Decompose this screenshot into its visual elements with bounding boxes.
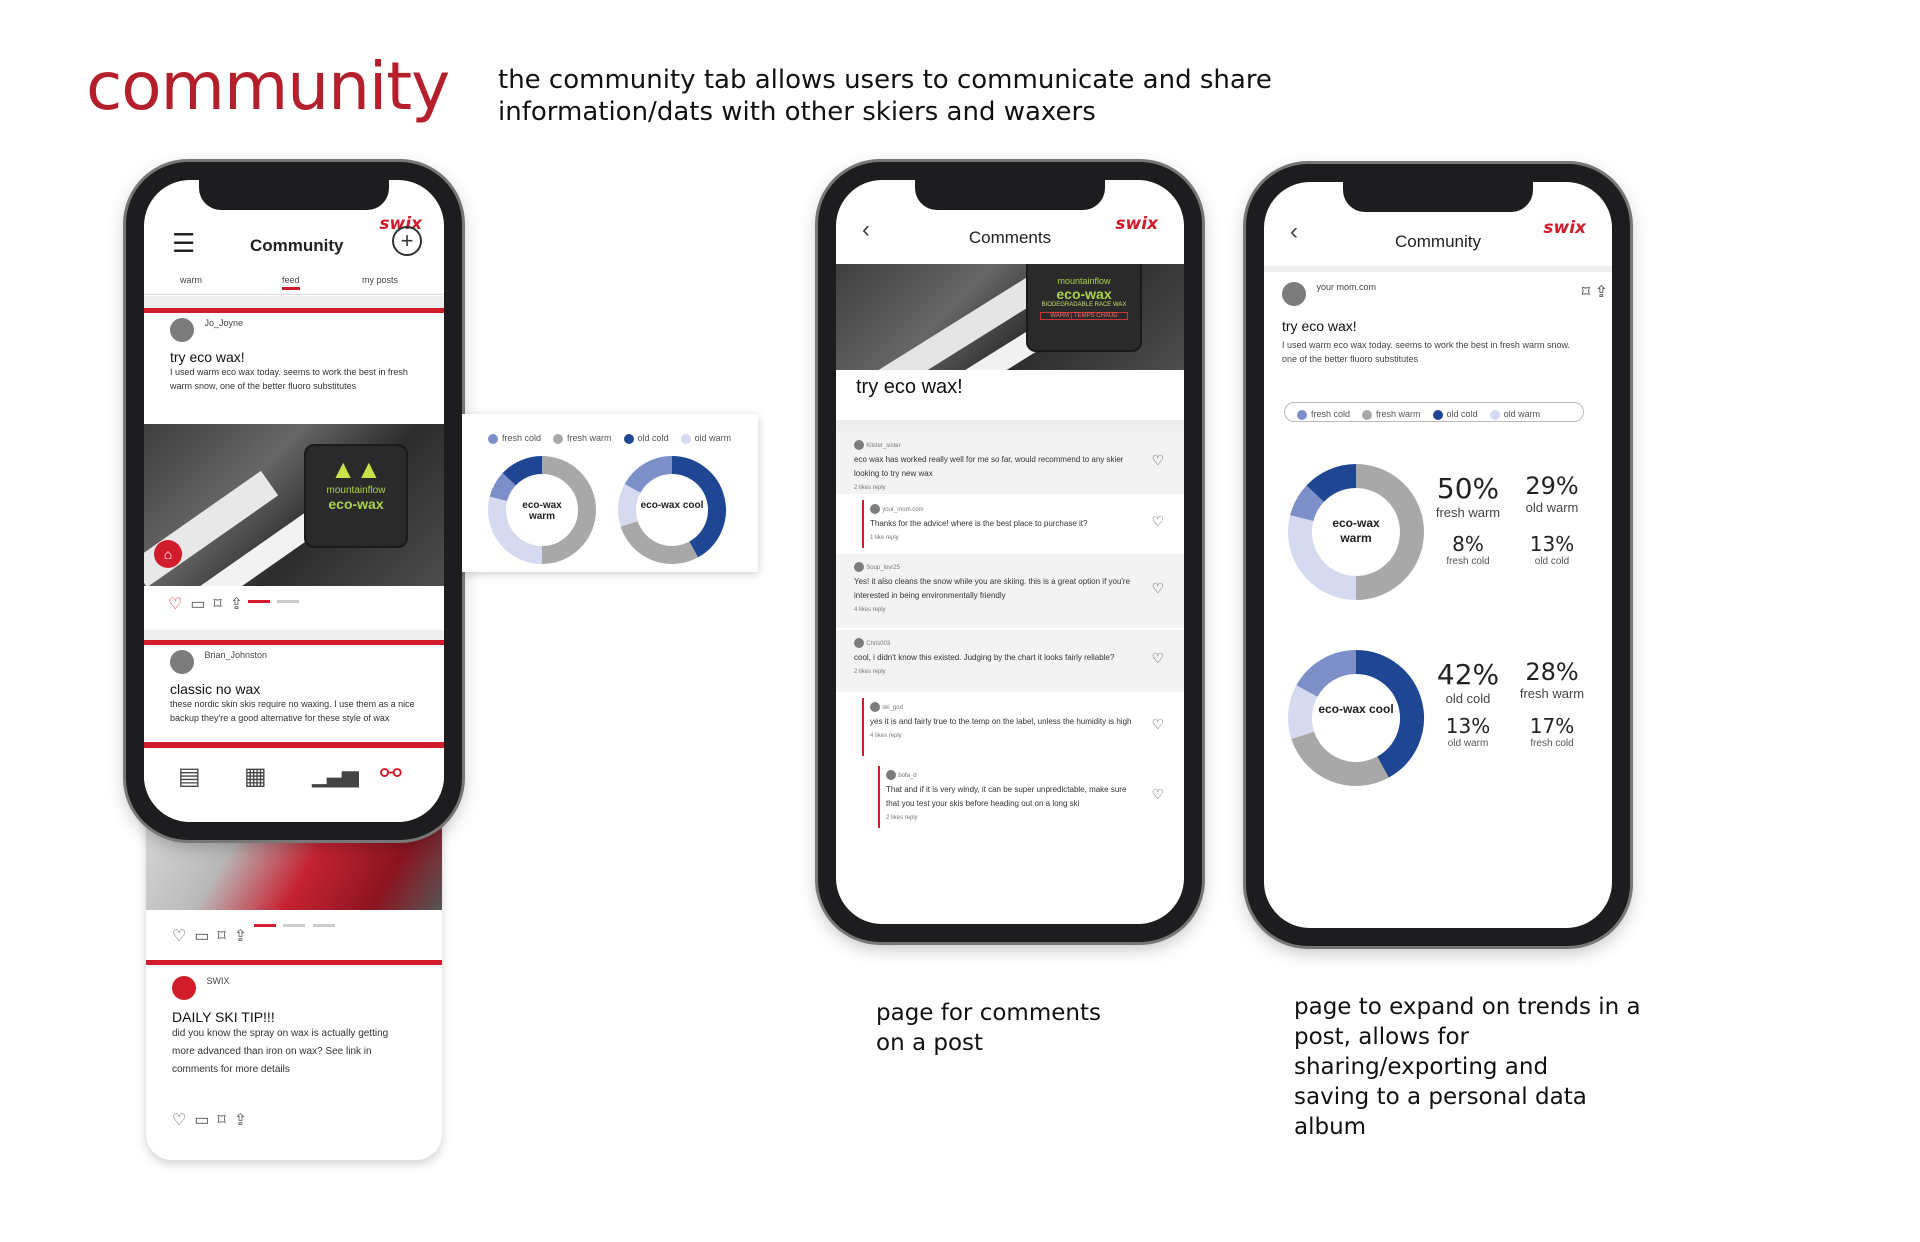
heart-icon[interactable]: ♡ xyxy=(1151,580,1164,596)
comment-row[interactable] xyxy=(836,496,1184,552)
swix-logo: swix xyxy=(379,214,422,234)
phone-notch xyxy=(1343,182,1533,212)
export-icon[interactable]: ⇪ xyxy=(1594,284,1608,301)
post-title: classic no wax xyxy=(170,681,261,697)
page-description: the community tab allows users to communicate and share information/dats with other skiers and waxers xyxy=(498,65,1272,127)
post-username: your mom.com xyxy=(1316,282,1376,292)
swix-logo: swix xyxy=(1543,218,1586,238)
donut-label: eco-wax cool xyxy=(1318,702,1394,716)
post-title: try eco wax! xyxy=(170,349,245,365)
stat-label: fresh warm xyxy=(1519,686,1585,701)
comment-meta[interactable]: 2 likes reply xyxy=(854,669,886,675)
comment-text: Thanks for the advice! where is the best place to purchase it? xyxy=(870,519,1088,528)
legend-item: fresh cold xyxy=(1297,404,1350,424)
avatar xyxy=(854,440,864,450)
post-title: DAILY SKI TIP!!! xyxy=(172,1009,275,1025)
stat-value: 42% xyxy=(1436,658,1500,691)
wax-tin: mountainflow eco-wax BIODEGRADABLE RACE WAX WARM | TEMPS CHAUD xyxy=(1026,264,1142,352)
comment-meta[interactable]: 1 like reply xyxy=(870,535,899,541)
feed-tabs xyxy=(144,270,444,295)
bottom-nav xyxy=(144,742,444,822)
bookmark-icon[interactable]: ⌑ xyxy=(213,596,230,613)
back-chevron-icon[interactable]: ‹ xyxy=(1290,218,1298,245)
stat-value: 13% xyxy=(1445,714,1491,738)
avatar xyxy=(870,504,880,514)
comment-row[interactable] xyxy=(836,762,1184,832)
carousel-dots xyxy=(248,590,299,608)
tab-my-posts[interactable]: my posts xyxy=(362,275,399,285)
comment-meta[interactable]: 4 likes reply xyxy=(870,733,902,739)
chart-popout[interactable] xyxy=(462,414,758,572)
comment-text: yes it is and fairly true to the temp on the label, unless the humidity is high xyxy=(870,717,1132,726)
wax-tin: ▲▲ mountainflow eco-wax xyxy=(304,444,408,548)
donut-label: eco-wax warm xyxy=(1332,516,1380,545)
comment-row[interactable] xyxy=(836,554,1184,628)
share-network-icon[interactable]: ⚯ xyxy=(380,758,402,788)
heart-icon[interactable]: ♡ xyxy=(168,596,191,613)
header-title: Comments xyxy=(968,228,1052,247)
stat-label: old cold xyxy=(1445,691,1491,706)
caption-comments: page for comments on a post xyxy=(876,1000,1101,1056)
share-icon[interactable]: ⇪ xyxy=(229,596,252,613)
post-divider xyxy=(146,960,442,965)
stat-label: fresh cold xyxy=(1446,556,1490,567)
header-title: Community xyxy=(1395,232,1481,251)
back-chevron-icon[interactable]: ‹ xyxy=(862,216,870,243)
reply-thread-line xyxy=(862,500,864,548)
carousel-dots xyxy=(254,914,335,932)
legend-item: fresh warm xyxy=(1362,404,1421,424)
avatar xyxy=(854,638,864,648)
caption-trends: page to expand on trends in a post, allows for sharing/exporting and saving to a personal data album xyxy=(1294,994,1641,1140)
legend-item: old warm xyxy=(1490,404,1541,424)
heart-icon[interactable]: ♡ xyxy=(1151,513,1164,529)
section-gap xyxy=(1264,266,1612,272)
phone-trends xyxy=(1246,164,1630,946)
share-icon[interactable]: ⇪ xyxy=(233,928,256,945)
comment-text: Yes! it also cleans the snow while you are skiing. this is a great option if you're interested in being environmentally friendly xyxy=(854,577,1131,600)
post-photo-wax[interactable] xyxy=(144,424,444,586)
feed-gap xyxy=(144,630,444,640)
comment-list xyxy=(836,432,1184,924)
comment-row[interactable] xyxy=(836,630,1184,692)
comment-username: Klister_sister xyxy=(866,443,901,449)
post-body: I used warm eco wax today. seems to work the best in fresh warm snow, one of the better fluoro substitutes xyxy=(170,367,408,391)
legend-item: fresh cold xyxy=(488,433,541,444)
donut-slice-old-cold xyxy=(509,465,542,479)
post-photo-wax xyxy=(836,264,1184,370)
stat-label: old warm xyxy=(1525,500,1579,515)
chart-legend xyxy=(488,428,743,446)
stat-label: old cold xyxy=(1534,556,1570,567)
comment-row[interactable] xyxy=(836,694,1184,760)
page-title: community xyxy=(86,48,450,125)
post-divider xyxy=(144,308,444,313)
comment-meta[interactable]: 4 likes reply xyxy=(854,607,886,613)
swix-logo: swix xyxy=(1115,214,1158,234)
heart-icon[interactable]: ♡ xyxy=(1151,650,1164,666)
donut-slice-old-warm xyxy=(1300,691,1307,735)
post-author xyxy=(1282,282,1376,311)
post-actions xyxy=(172,1110,255,1130)
bookmark-icon[interactable]: ⌑ xyxy=(1581,284,1590,301)
legend-item: old cold xyxy=(624,433,669,444)
stat-label: old warm xyxy=(1447,738,1489,749)
reply-thread-line xyxy=(878,766,880,828)
legend-item: old cold xyxy=(1433,404,1478,424)
comment-meta[interactable]: 2 likes reply xyxy=(854,485,886,491)
post-body: these nordic skin skis require no waxing. I use them as a nice backup they're a good alternative for these style of wax xyxy=(170,699,415,723)
avatar xyxy=(854,562,864,572)
avatar xyxy=(172,976,196,1000)
comments-screen xyxy=(836,180,1184,924)
section-gap xyxy=(836,420,1184,432)
comment-icon[interactable]: ▭ xyxy=(190,596,214,613)
stat-value: 8% xyxy=(1452,532,1484,556)
donut-slice-fresh-cold xyxy=(633,465,672,488)
shop-badge-icon[interactable]: ⌂ xyxy=(154,540,182,568)
post-username: SWIX xyxy=(206,976,230,986)
menu-icon[interactable]: ☰ xyxy=(172,228,196,258)
heart-icon[interactable]: ♡ xyxy=(1151,786,1164,802)
avatar xyxy=(170,650,194,674)
comment-text: That and if it is very windy, it can be super unpredictable, make sure that you test your skis before heading out on a long ski xyxy=(886,785,1127,808)
tin-brand: mountainflow xyxy=(326,485,386,496)
post-body: did you know the spray on wax is actually getting more advanced than iron on wax? See link in comments for more details xyxy=(172,1028,389,1075)
comment-text: cool, i didn't know this existed. Judging by the chart it looks fairly reliable? xyxy=(854,653,1115,662)
stat-value: 17% xyxy=(1529,714,1575,738)
donut-slice-fresh-cold xyxy=(1302,494,1315,518)
post-title: try eco wax! xyxy=(1282,318,1357,334)
post-divider xyxy=(144,640,444,645)
comment-row[interactable] xyxy=(836,432,1184,494)
feed-scroll-extension xyxy=(146,810,442,1160)
comment-meta[interactable]: 2 likes reply xyxy=(886,815,918,821)
stat-label: fresh warm xyxy=(1435,505,1501,520)
reply-thread-line xyxy=(862,698,864,756)
comment-username: Soup_lovr25 xyxy=(866,565,900,571)
post-actions xyxy=(168,594,251,614)
comment-icon[interactable]: ▭ xyxy=(194,928,218,945)
avatar xyxy=(170,318,194,342)
tab-warm[interactable]: warm xyxy=(180,275,202,285)
post-actions xyxy=(172,926,255,946)
donut-slice-fresh-warm xyxy=(629,524,693,555)
stat-value: 28% xyxy=(1525,658,1579,686)
post-username: Jo_Joyne xyxy=(204,318,243,328)
tin-name: eco-wax xyxy=(328,496,384,512)
post-title: try eco wax! xyxy=(856,376,963,398)
tab-feed[interactable]: feed xyxy=(282,275,300,290)
stat-value: 50% xyxy=(1436,472,1500,505)
donut-slice-old-warm xyxy=(627,488,633,524)
post-card[interactable] xyxy=(170,650,422,725)
donut-label: eco-wax warm xyxy=(522,500,562,522)
bookmark-icon[interactable]: ⌑ xyxy=(217,928,234,945)
add-post-icon[interactable]: + xyxy=(392,226,422,256)
legend-item: old warm xyxy=(681,433,732,444)
stat-value: 13% xyxy=(1529,532,1575,556)
donut-slice-fresh-cold xyxy=(1307,662,1356,691)
trends-screen xyxy=(1264,182,1612,928)
heart-icon[interactable]: ♡ xyxy=(172,1112,195,1129)
donut-slice-fresh-cold xyxy=(498,479,509,499)
donut-slice-old-cold xyxy=(1315,476,1356,494)
post-card[interactable] xyxy=(172,976,412,1079)
heart-icon[interactable]: ♡ xyxy=(1151,716,1164,732)
phone-notch xyxy=(199,180,389,210)
chart-icon[interactable]: ▁▃▅ xyxy=(312,762,357,787)
comment-username: Chris003 xyxy=(866,641,891,647)
phone-feed xyxy=(126,162,462,840)
phone-notch xyxy=(915,180,1105,210)
post-card[interactable] xyxy=(170,318,422,393)
comment-username: bofa_d xyxy=(898,773,917,779)
heart-icon[interactable]: ♡ xyxy=(1151,452,1164,468)
comment-username: ski_god xyxy=(882,705,903,711)
bookmark-icon[interactable]: ⌑ xyxy=(217,1112,234,1129)
donut-slice-fresh-warm xyxy=(1303,735,1383,774)
chart-legend xyxy=(1284,402,1584,422)
comment-username: your_mom.com xyxy=(882,507,924,513)
share-icon[interactable]: ⇪ xyxy=(233,1112,256,1129)
document-icon[interactable]: ▤ xyxy=(178,763,201,790)
stat-value: 29% xyxy=(1525,472,1579,500)
feed-gap xyxy=(144,296,444,308)
comment-text: eco wax has worked really well for me so far, would recommend to any skier looking to try new wax xyxy=(854,455,1124,478)
post-username: Brian_Johnston xyxy=(204,650,267,660)
donut-label: eco-wax cool xyxy=(640,500,704,511)
legend-item: fresh warm xyxy=(553,433,612,444)
calendar-icon[interactable]: ▦ xyxy=(244,763,267,790)
avatar xyxy=(886,770,896,780)
avatar xyxy=(1282,282,1306,306)
stat-label: fresh cold xyxy=(1530,738,1574,749)
feed-screen xyxy=(144,180,444,822)
header-title: Community xyxy=(250,236,344,255)
phone-comments xyxy=(818,162,1202,942)
avatar xyxy=(870,702,880,712)
heart-icon[interactable]: ♡ xyxy=(172,928,195,945)
comment-icon[interactable]: ▭ xyxy=(194,1112,218,1129)
post-body: I used warm eco wax today. seems to work the best in fresh warm snow. one of the better fluoro substitutes xyxy=(1282,340,1570,364)
donut-chart-cool xyxy=(1286,648,1426,788)
